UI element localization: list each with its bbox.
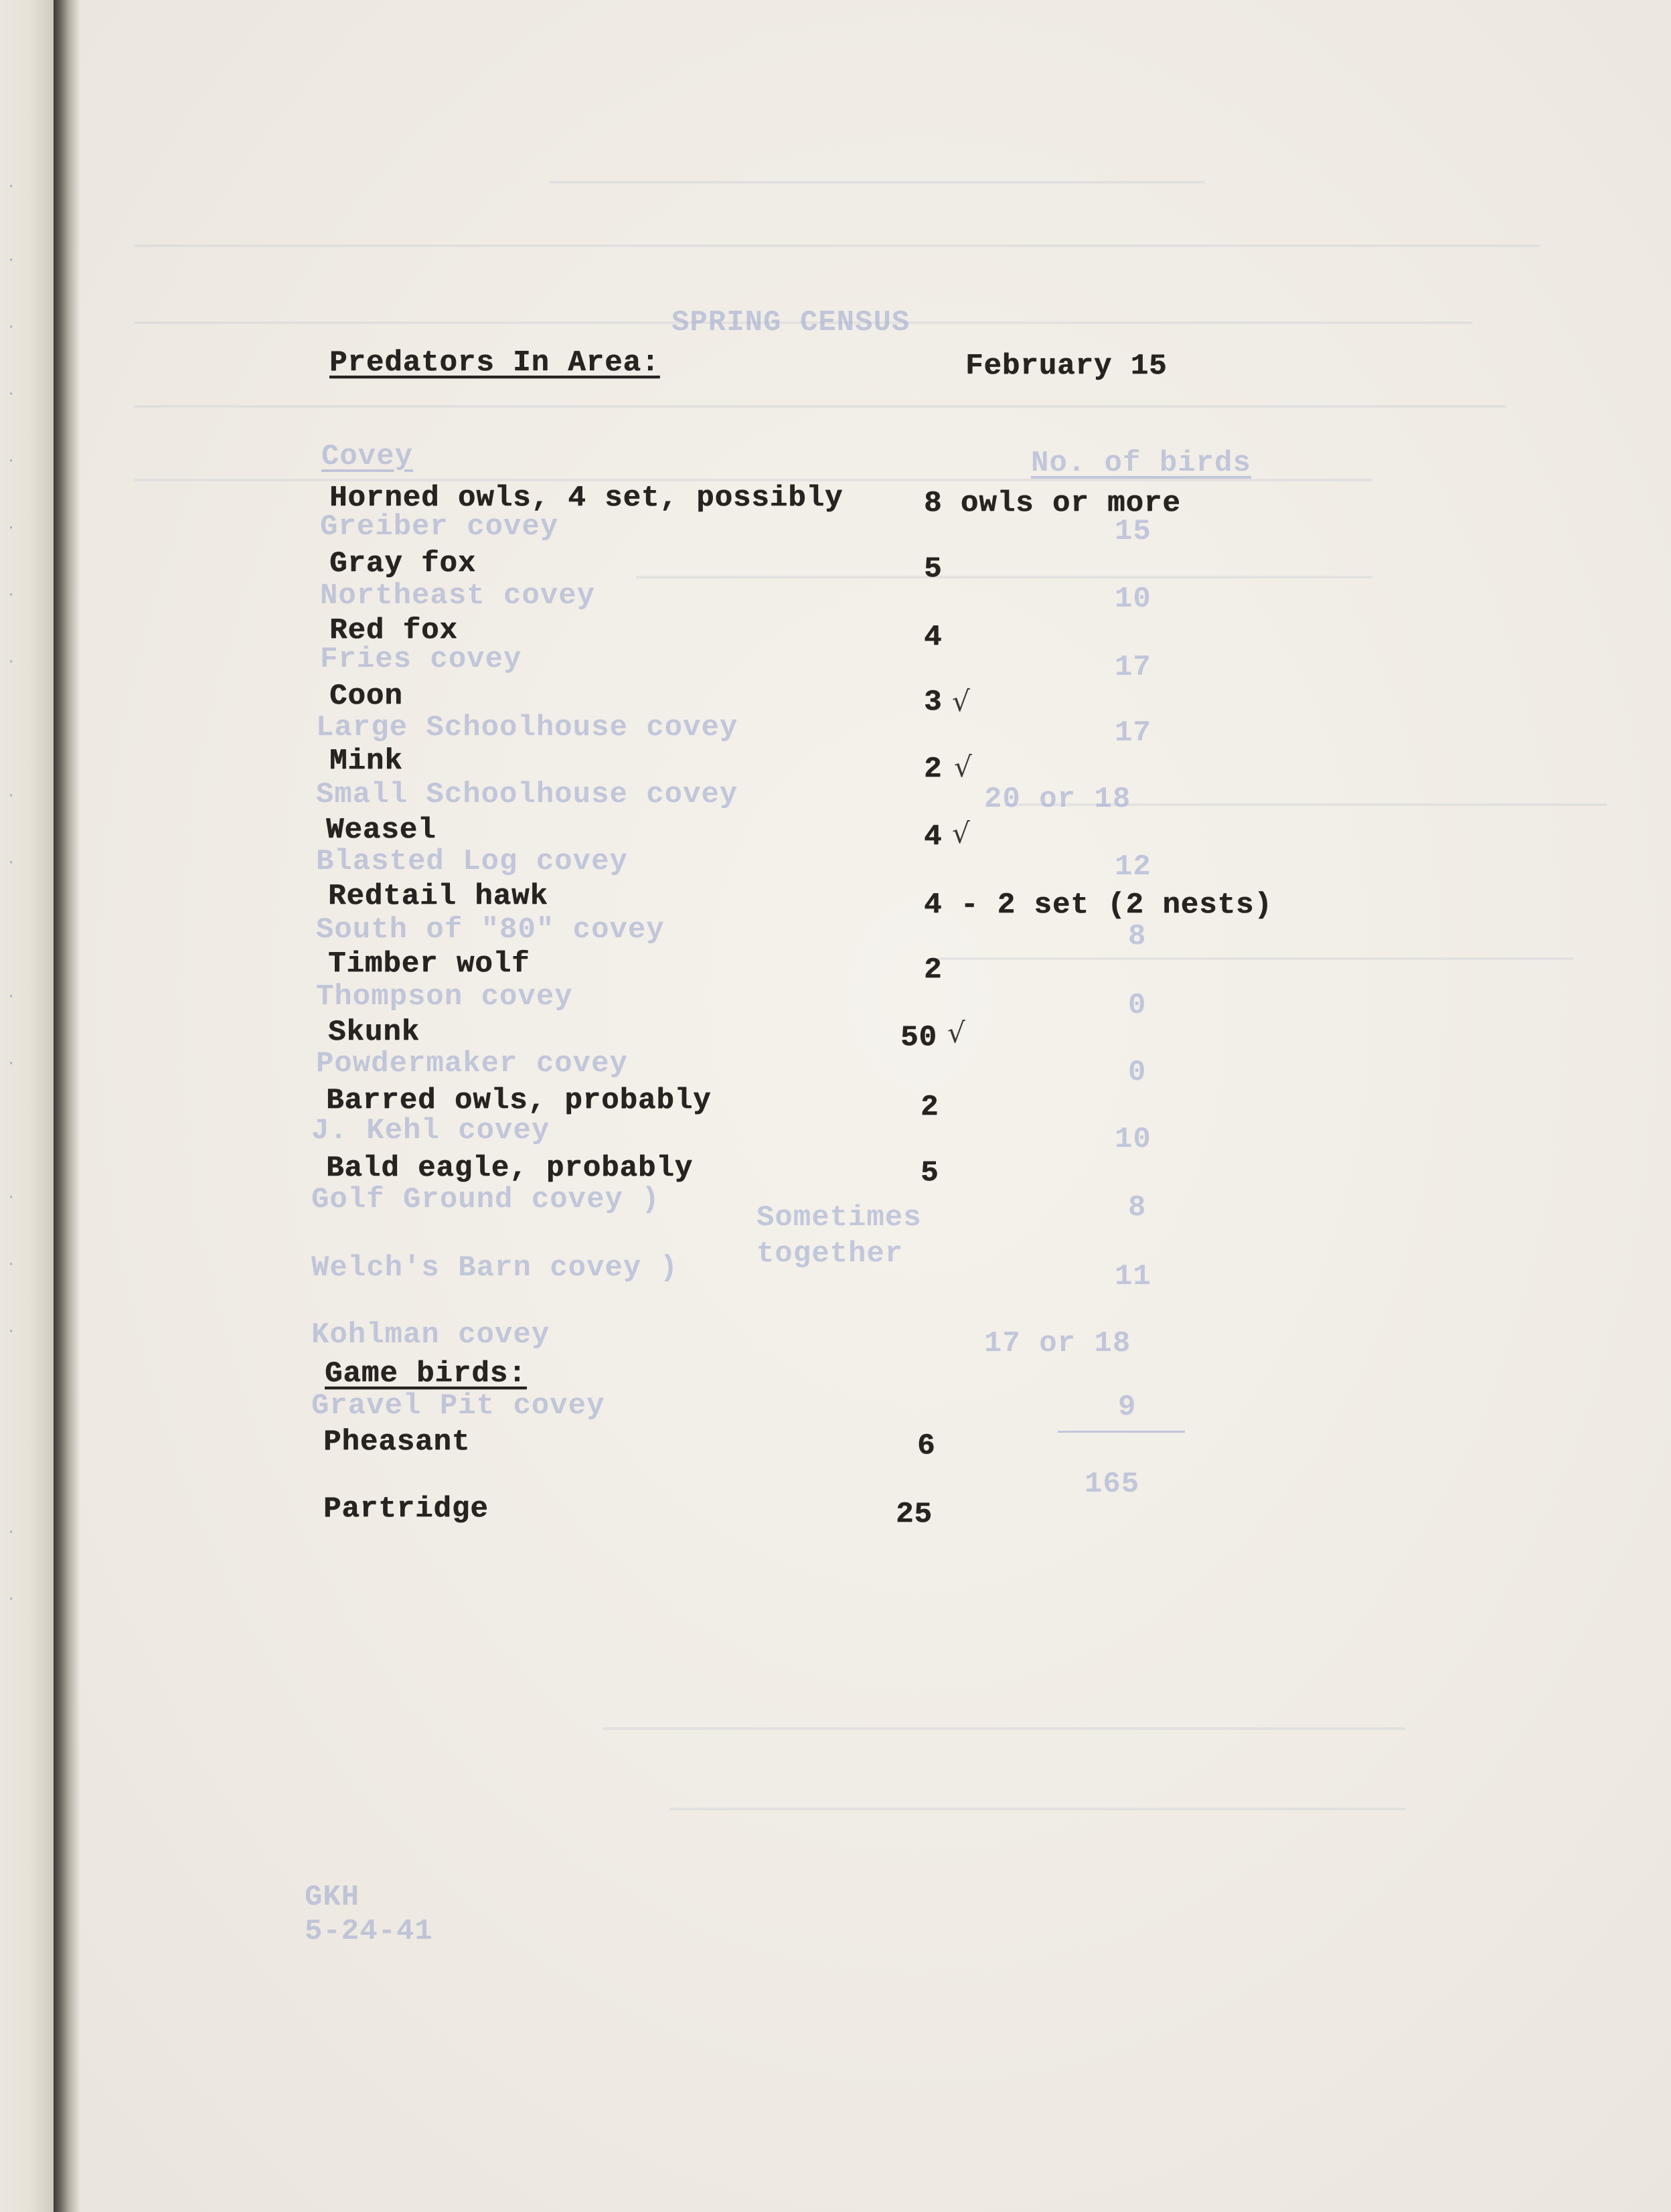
bleed-covey: Thompson covey <box>316 980 573 1014</box>
predator-name: Redtail hawk <box>328 880 548 913</box>
bleed-note: Sometimes <box>757 1201 922 1235</box>
predator-count: 3 <box>924 686 943 719</box>
bleed-covey: Large Schoolhouse covey <box>316 711 738 744</box>
predator-count: 5 <box>921 1156 939 1190</box>
predator-count: 2 <box>924 753 943 786</box>
game-bird-count: 6 <box>917 1429 936 1463</box>
bleed-birds: 8 <box>1128 1191 1147 1224</box>
page-date: February 15 <box>965 349 1168 383</box>
predator-count: 2 <box>924 953 943 987</box>
game-bird-name: Partridge <box>323 1492 489 1526</box>
spine-mark: · <box>7 854 16 871</box>
bleed-initials: GKH <box>305 1881 360 1914</box>
predator-count: 4 - 2 set (2 nests) <box>924 888 1273 922</box>
bleed-covey: Gravel Pit covey <box>311 1389 605 1423</box>
bleed-birds: 20 or 18 <box>984 783 1131 816</box>
bleed-birds: 15 <box>1115 515 1151 548</box>
bleed-covey: Golf Ground covey ) <box>311 1183 660 1216</box>
bleed-birds: 17 <box>1115 716 1151 750</box>
predator-name: Red fox <box>329 614 458 647</box>
bleed-birds: 8 <box>1128 920 1147 953</box>
bleed-title: SPRING CENSUS <box>671 306 910 339</box>
predator-count: 5 <box>924 552 943 586</box>
bleed-birds: 0 <box>1128 989 1147 1022</box>
spine-mark: · <box>7 386 16 402</box>
predator-count: 8 owls or more <box>924 487 1181 520</box>
predator-name: Weasel <box>326 813 436 847</box>
predator-name: Mink <box>329 744 403 778</box>
bleed-covey: Welch's Barn covey ) <box>311 1251 679 1285</box>
binding-shadow <box>54 0 80 2212</box>
bleed-birds: 10 <box>1115 582 1151 616</box>
page-title: Predators In Area: <box>329 346 660 380</box>
faint-handwriting <box>603 1727 1406 1730</box>
check-mark: √ <box>952 685 970 718</box>
bleed-birds: 0 <box>1128 1056 1147 1089</box>
bleed-sum-line <box>1058 1431 1185 1433</box>
bleed-col-covey: Covey <box>321 440 414 473</box>
bleed-covey: Fries covey <box>320 643 522 676</box>
bleed-birds: 12 <box>1115 850 1151 884</box>
faint-handwriting <box>134 244 1540 247</box>
predator-count: 4 <box>924 820 943 854</box>
spine-mark: · <box>7 178 16 195</box>
spine-mark: · <box>7 520 16 536</box>
faint-handwriting <box>636 576 1372 578</box>
spine-mark: · <box>7 1323 16 1340</box>
bleed-covey: Kohlman covey <box>311 1318 550 1352</box>
game-bird-name: Pheasant <box>323 1425 471 1459</box>
predator-count: 4 <box>924 621 943 654</box>
predator-name: Horned owls, 4 set, possibly <box>329 481 844 515</box>
faint-handwriting <box>549 181 1205 183</box>
spine-mark: · <box>7 586 16 603</box>
faint-handwriting <box>937 957 1573 960</box>
check-mark: √ <box>947 1016 965 1049</box>
bleed-birds: 17 or 18 <box>984 1327 1131 1360</box>
bleed-covey: Small Schoolhouse covey <box>316 778 738 811</box>
bleed-covey: South of "80" covey <box>316 913 665 947</box>
predator-name: Skunk <box>328 1016 420 1049</box>
predator-name: Barred owls, probably <box>326 1084 712 1117</box>
check-mark: √ <box>954 750 972 783</box>
spine-mark: · <box>7 1055 16 1072</box>
bleed-covey: Northeast covey <box>320 579 596 613</box>
bleed-covey: J. Kehl covey <box>311 1114 550 1148</box>
spine-mark: · <box>7 988 16 1005</box>
predator-name: Bald eagle, probably <box>326 1152 694 1185</box>
spine-mark: · <box>7 1256 16 1273</box>
game-birds-heading: Game birds: <box>325 1357 527 1391</box>
bleed-total: 165 <box>1085 1468 1140 1501</box>
spine-mark: · <box>7 252 16 268</box>
bleed-note: together <box>757 1237 904 1271</box>
bleed-birds: 17 <box>1115 651 1151 684</box>
spine-mark: · <box>7 453 16 469</box>
bleed-birds: 11 <box>1115 1260 1151 1293</box>
bleed-covey: Powdermaker covey <box>316 1047 628 1081</box>
predator-name: Timber wolf <box>328 947 530 981</box>
spine-mark: · <box>7 787 16 804</box>
predator-name: Gray fox <box>329 547 477 580</box>
predator-name: Coon <box>329 680 403 713</box>
bleed-birds: 10 <box>1115 1123 1151 1156</box>
spine-mark: · <box>7 653 16 670</box>
predator-count: 2 <box>921 1091 939 1124</box>
check-mark: √ <box>952 817 970 850</box>
spine-mark: · <box>7 319 16 335</box>
bleed-col-birds: No. of birds <box>1031 447 1251 480</box>
spine-mark: · <box>7 1189 16 1206</box>
spine-mark: · <box>7 1591 16 1607</box>
predator-count: 50 <box>900 1021 937 1054</box>
bleed-date: 5-24-41 <box>305 1915 433 1948</box>
spine-mark: · <box>7 1524 16 1540</box>
bleed-covey: Blasted Log covey <box>316 845 628 878</box>
bleed-covey: Greiber covey <box>320 510 559 544</box>
faint-handwriting <box>134 405 1506 408</box>
bleed-birds: 9 <box>1118 1391 1137 1424</box>
game-bird-count: 25 <box>896 1498 933 1531</box>
faint-handwriting <box>669 1808 1406 1810</box>
